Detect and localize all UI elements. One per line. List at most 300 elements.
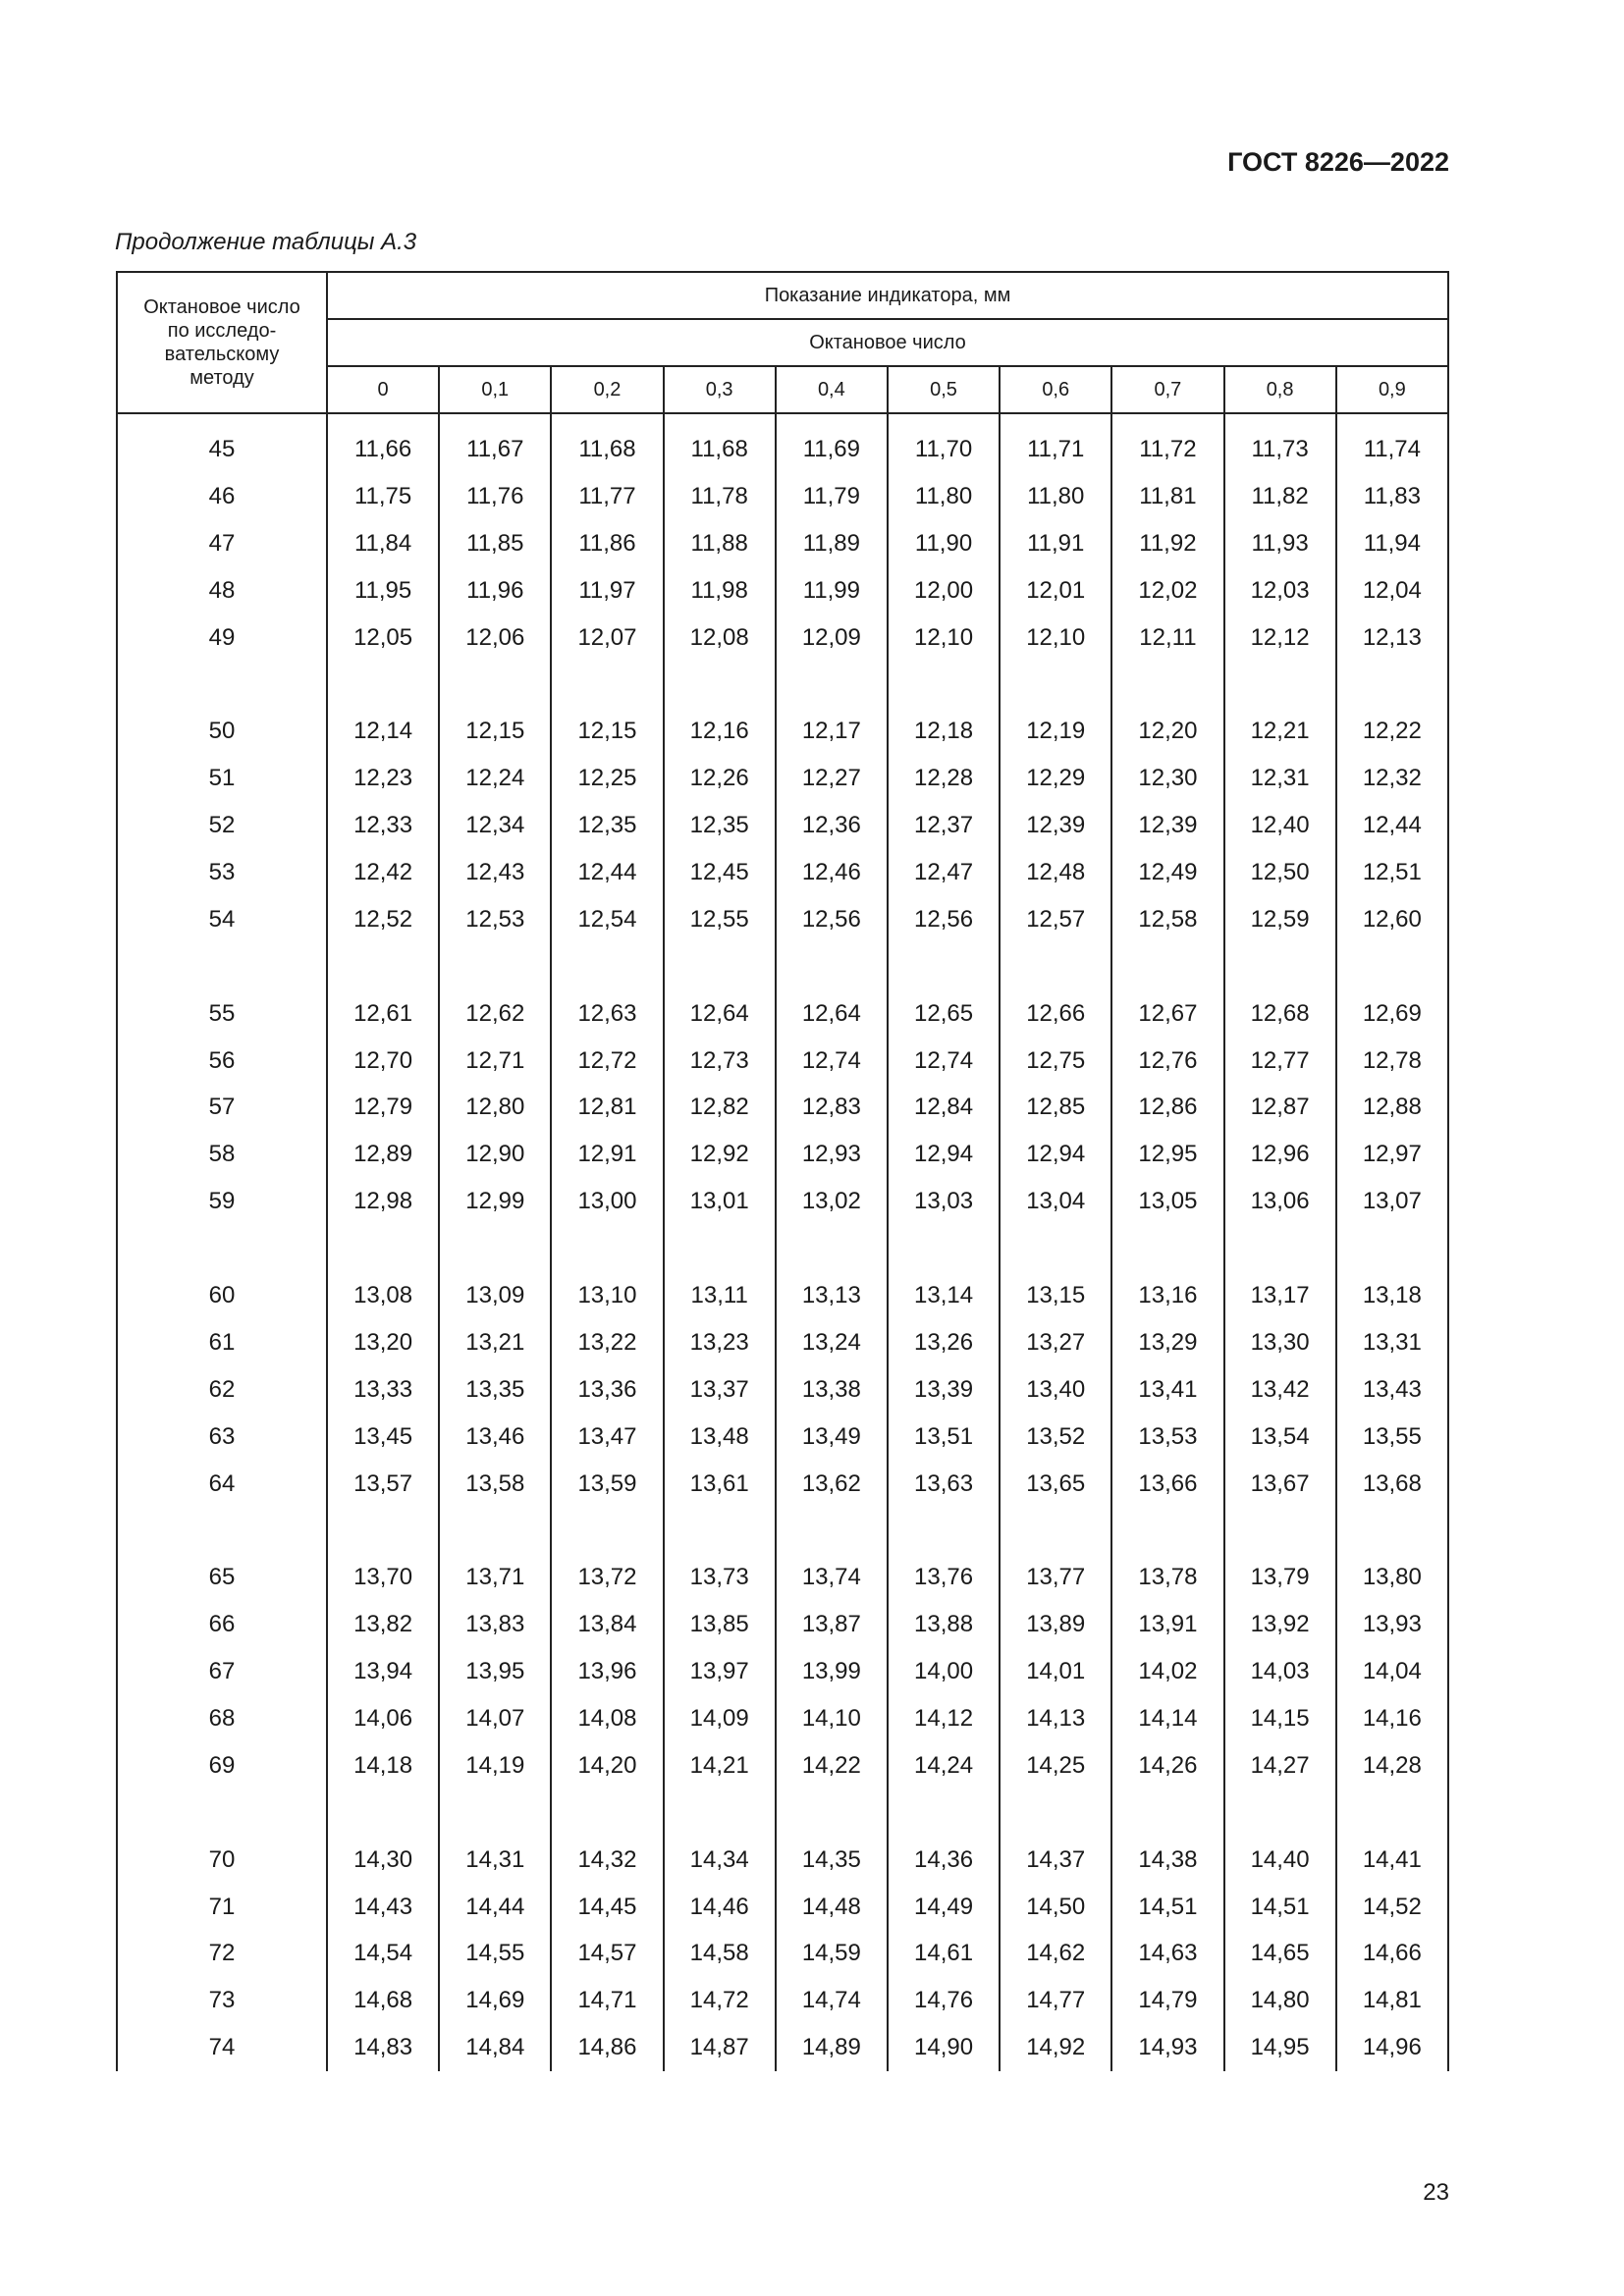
table-cell: 12,06 <box>439 614 551 662</box>
table-cell: 13,42 <box>1224 1366 1336 1414</box>
table-cell: 13,26 <box>888 1319 1000 1366</box>
table-cell: 12,07 <box>551 614 663 662</box>
table-cell: 13,52 <box>1000 1414 1111 1461</box>
table-cell: 14,74 <box>776 1977 888 2024</box>
table-cell: 13,80 <box>1336 1554 1448 1601</box>
table-cell: 14,61 <box>888 1931 1000 1978</box>
column-header: 0,3 <box>664 366 776 413</box>
table-cell: 14,37 <box>1000 1837 1111 1884</box>
spacer-cell <box>664 943 776 990</box>
table-row <box>117 896 1448 943</box>
table-cell: 11,91 <box>1000 520 1111 567</box>
table-cell: 14,02 <box>1111 1648 1223 1695</box>
table-cell: 14,72 <box>664 1977 776 2024</box>
table-cell: 13,04 <box>1000 1178 1111 1225</box>
table-cell: 14,21 <box>664 1742 776 1789</box>
table-cell: 12,75 <box>1000 1038 1111 1085</box>
table-cell: 14,63 <box>1111 1931 1223 1978</box>
table-cell: 13,31 <box>1336 1319 1448 1366</box>
table-cell: 12,87 <box>1224 1084 1336 1131</box>
table-cell: 14,51 <box>1224 1884 1336 1931</box>
table-cell: 13,65 <box>1000 1461 1111 1508</box>
table-cell: 13,01 <box>664 1178 776 1225</box>
row-header-line: по исследо- <box>167 320 277 342</box>
row-header-line: Октановое число <box>143 296 300 318</box>
table-cell: 14,57 <box>551 1931 663 1978</box>
table-cell: 12,84 <box>888 1084 1000 1131</box>
table-cell: 13,22 <box>551 1319 663 1366</box>
spacer-cell <box>551 1225 663 1272</box>
table-cell: 12,45 <box>664 849 776 896</box>
spacer-cell <box>327 1507 439 1554</box>
table-cell: 11,99 <box>776 567 888 614</box>
table-caption: Продолжение таблицы А.3 <box>115 229 417 255</box>
row-label: 64 <box>117 1461 327 1508</box>
table-row <box>117 708 1448 755</box>
table-cell: 12,61 <box>327 990 439 1038</box>
table-cell: 12,54 <box>551 896 663 943</box>
table-cell: 12,32 <box>1336 755 1448 802</box>
column-header: 0,2 <box>551 366 663 413</box>
table-cell: 13,38 <box>776 1366 888 1414</box>
table-cell: 13,53 <box>1111 1414 1223 1461</box>
table-cell: 14,30 <box>327 1837 439 1884</box>
table-cell: 14,80 <box>1224 1977 1336 2024</box>
table-cell: 13,78 <box>1111 1554 1223 1601</box>
table-cell: 12,89 <box>327 1131 439 1178</box>
table-cell: 14,55 <box>439 1931 551 1978</box>
table-cell: 12,25 <box>551 755 663 802</box>
table-cell: 12,04 <box>1336 567 1448 614</box>
table-cell: 13,06 <box>1224 1178 1336 1225</box>
table-cell: 13,63 <box>888 1461 1000 1508</box>
spacer-cell <box>1224 1789 1336 1837</box>
table-cell: 13,85 <box>664 1601 776 1648</box>
row-label: 69 <box>117 1742 327 1789</box>
table-cell: 14,48 <box>776 1884 888 1931</box>
table-cell: 12,35 <box>551 802 663 849</box>
table-row <box>117 802 1448 849</box>
table-row <box>117 990 1448 1038</box>
table-row <box>117 614 1448 662</box>
table-cell: 12,78 <box>1336 1038 1448 1085</box>
table-cell: 14,95 <box>1224 2024 1336 2071</box>
table-row <box>117 1554 1448 1601</box>
table-cell: 11,75 <box>327 473 439 520</box>
table-cell: 13,14 <box>888 1272 1000 1319</box>
table-cell: 11,93 <box>1224 520 1336 567</box>
table-cell: 12,15 <box>551 708 663 755</box>
table-cell: 13,05 <box>1111 1178 1223 1225</box>
table-cell: 14,68 <box>327 1977 439 2024</box>
table-cell: 12,76 <box>1111 1038 1223 1085</box>
row-label: 52 <box>117 802 327 849</box>
row-label: 58 <box>117 1131 327 1178</box>
indicator-table <box>116 271 1449 2071</box>
spacer-cell <box>1224 943 1336 990</box>
spacer-cell <box>117 1225 327 1272</box>
table-cell: 13,88 <box>888 1601 1000 1648</box>
table-cell: 11,76 <box>439 473 551 520</box>
table-cell: 13,79 <box>1224 1554 1336 1601</box>
table-cell: 11,81 <box>1111 473 1223 520</box>
table-cell: 12,57 <box>1000 896 1111 943</box>
table-cell: 12,50 <box>1224 849 1336 896</box>
table-cell: 14,03 <box>1224 1648 1336 1695</box>
table-cell: 12,73 <box>664 1038 776 1085</box>
spacer-cell <box>1111 943 1223 990</box>
page-number: 23 <box>1423 2179 1449 2206</box>
table-cell: 14,16 <box>1336 1695 1448 1742</box>
table-cell: 12,72 <box>551 1038 663 1085</box>
table-row <box>117 1461 1448 1508</box>
table-cell: 13,77 <box>1000 1554 1111 1601</box>
table-cell: 13,72 <box>551 1554 663 1601</box>
table-row <box>117 1414 1448 1461</box>
spacer-cell <box>327 1225 439 1272</box>
spacer-cell <box>1224 661 1336 708</box>
table-cell: 12,62 <box>439 990 551 1038</box>
table-cell: 13,11 <box>664 1272 776 1319</box>
table-cell: 14,13 <box>1000 1695 1111 1742</box>
table-cell: 12,55 <box>664 896 776 943</box>
table-cell: 14,90 <box>888 2024 1000 2071</box>
spacer-cell <box>1000 1507 1111 1554</box>
table-cell: 14,49 <box>888 1884 1000 1931</box>
table-cell: 12,17 <box>776 708 888 755</box>
table-cell: 12,39 <box>1111 802 1223 849</box>
spacer-cell <box>1111 661 1223 708</box>
spacer-cell <box>1111 1225 1223 1272</box>
table-cell: 11,82 <box>1224 473 1336 520</box>
table-cell: 13,27 <box>1000 1319 1111 1366</box>
table-cell: 12,97 <box>1336 1131 1448 1178</box>
spacer-cell <box>664 661 776 708</box>
table-cell: 13,17 <box>1224 1272 1336 1319</box>
row-label: 50 <box>117 708 327 755</box>
table-cell: 11,68 <box>551 413 663 473</box>
table-cell: 13,39 <box>888 1366 1000 1414</box>
row-label: 66 <box>117 1601 327 1648</box>
table-cell: 14,62 <box>1000 1931 1111 1978</box>
row-label: 45 <box>117 413 327 473</box>
row-label: 62 <box>117 1366 327 1414</box>
table-cell: 14,93 <box>1111 2024 1223 2071</box>
row-label: 49 <box>117 614 327 662</box>
row-label: 48 <box>117 567 327 614</box>
table-cell: 12,56 <box>776 896 888 943</box>
table-cell: 13,92 <box>1224 1601 1336 1648</box>
table-cell: 13,55 <box>1336 1414 1448 1461</box>
table-cell: 12,12 <box>1224 614 1336 662</box>
table-cell: 13,03 <box>888 1178 1000 1225</box>
table-cell: 12,08 <box>664 614 776 662</box>
table-cell: 12,98 <box>327 1178 439 1225</box>
table-row <box>117 1038 1448 1085</box>
spacer-cell <box>1000 1225 1111 1272</box>
spacer-cell <box>888 1507 1000 1554</box>
table-cell: 13,83 <box>439 1601 551 1648</box>
table-cell: 12,10 <box>1000 614 1111 662</box>
table-cell: 13,20 <box>327 1319 439 1366</box>
table-cell: 12,63 <box>551 990 663 1038</box>
spacer-cell <box>888 1225 1000 1272</box>
table-cell: 14,43 <box>327 1884 439 1931</box>
spacer-cell <box>1336 661 1448 708</box>
table-cell: 13,43 <box>1336 1366 1448 1414</box>
table-cell: 14,46 <box>664 1884 776 1931</box>
table-cell: 11,77 <box>551 473 663 520</box>
table-cell: 11,73 <box>1224 413 1336 473</box>
table-cell: 11,80 <box>1000 473 1111 520</box>
row-label: 63 <box>117 1414 327 1461</box>
table-cell: 12,52 <box>327 896 439 943</box>
table-cell: 12,30 <box>1111 755 1223 802</box>
table-row <box>117 567 1448 614</box>
spacer-cell <box>117 1789 327 1837</box>
table-cell: 11,72 <box>1111 413 1223 473</box>
row-label: 68 <box>117 1695 327 1742</box>
table-cell: 13,30 <box>1224 1319 1336 1366</box>
table-cell: 14,87 <box>664 2024 776 2071</box>
spacer-cell <box>551 943 663 990</box>
table-cell: 13,97 <box>664 1648 776 1695</box>
table-cell: 11,67 <box>439 413 551 473</box>
spacer-row <box>117 1225 1448 1272</box>
row-label: 70 <box>117 1837 327 1884</box>
table-cell: 12,23 <box>327 755 439 802</box>
table-cell: 14,58 <box>664 1931 776 1978</box>
row-header-cell <box>117 272 327 413</box>
spacer-row <box>117 1789 1448 1837</box>
table-cell: 12,44 <box>551 849 663 896</box>
table-cell: 12,33 <box>327 802 439 849</box>
table-cell: 13,40 <box>1000 1366 1111 1414</box>
spacer-cell <box>1224 1225 1336 1272</box>
table-row <box>117 1601 1448 1648</box>
table-cell: 11,69 <box>776 413 888 473</box>
table-cell: 11,95 <box>327 567 439 614</box>
table-cell: 14,27 <box>1224 1742 1336 1789</box>
table-cell: 12,27 <box>776 755 888 802</box>
row-label: 71 <box>117 1884 327 1931</box>
table-cell: 13,08 <box>327 1272 439 1319</box>
table-cell: 14,28 <box>1336 1742 1448 1789</box>
table-row <box>117 413 1448 473</box>
row-label: 59 <box>117 1178 327 1225</box>
table-cell: 12,71 <box>439 1038 551 1085</box>
spacer-cell <box>1336 1225 1448 1272</box>
table-cell: 12,79 <box>327 1084 439 1131</box>
table-cell: 14,10 <box>776 1695 888 1742</box>
table-row <box>117 473 1448 520</box>
table-cell: 13,51 <box>888 1414 1000 1461</box>
table-cell: 13,94 <box>327 1648 439 1695</box>
table-cell: 12,49 <box>1111 849 1223 896</box>
table-cell: 13,68 <box>1336 1461 1448 1508</box>
table-row <box>117 1131 1448 1178</box>
table-cell: 12,05 <box>327 614 439 662</box>
spacer-row <box>117 661 1448 708</box>
table-cell: 12,94 <box>1000 1131 1111 1178</box>
table-cell: 14,36 <box>888 1837 1000 1884</box>
spacer-cell <box>117 1507 327 1554</box>
spacer-cell <box>776 1789 888 1837</box>
table-cell: 11,83 <box>1336 473 1448 520</box>
table-cell: 13,93 <box>1336 1601 1448 1648</box>
spacer-cell <box>1000 1789 1111 1837</box>
table-cell: 14,79 <box>1111 1977 1223 2024</box>
column-header: 0,5 <box>888 366 1000 413</box>
spacer-cell <box>776 1225 888 1272</box>
table-cell: 12,02 <box>1111 567 1223 614</box>
table-cell: 12,74 <box>776 1038 888 1085</box>
table-cell: 12,47 <box>888 849 1000 896</box>
spacer-cell <box>1224 1507 1336 1554</box>
row-label: 72 <box>117 1931 327 1978</box>
row-label: 74 <box>117 2024 327 2071</box>
table-cell: 13,00 <box>551 1178 663 1225</box>
table-cell: 14,26 <box>1111 1742 1223 1789</box>
row-label: 55 <box>117 990 327 1038</box>
row-label: 51 <box>117 755 327 802</box>
spacer-cell <box>1000 661 1111 708</box>
table-cell: 12,34 <box>439 802 551 849</box>
row-header-line: вательскому <box>164 344 280 365</box>
table-cell: 13,47 <box>551 1414 663 1461</box>
table-cell: 14,50 <box>1000 1884 1111 1931</box>
spacer-cell <box>664 1789 776 1837</box>
table-cell: 13,37 <box>664 1366 776 1414</box>
table-cell: 12,13 <box>1336 614 1448 662</box>
table-cell: 12,19 <box>1000 708 1111 755</box>
spacer-cell <box>888 1789 1000 1837</box>
table-cell: 13,36 <box>551 1366 663 1414</box>
document-code: ГОСТ 8226—2022 <box>1227 147 1449 177</box>
table-row <box>117 1742 1448 1789</box>
table-row <box>117 520 1448 567</box>
table-cell: 13,33 <box>327 1366 439 1414</box>
table-row <box>117 1884 1448 1931</box>
spacer-cell <box>664 1507 776 1554</box>
spacer-cell <box>664 1225 776 1272</box>
table-cell: 13,58 <box>439 1461 551 1508</box>
row-label: 56 <box>117 1038 327 1085</box>
table-cell: 14,44 <box>439 1884 551 1931</box>
spacer-cell <box>551 661 663 708</box>
table-cell: 12,26 <box>664 755 776 802</box>
table-cell: 13,46 <box>439 1414 551 1461</box>
table-cell: 14,59 <box>776 1931 888 1978</box>
table-cell: 14,69 <box>439 1977 551 2024</box>
table-cell: 12,28 <box>888 755 1000 802</box>
spacer-cell <box>327 943 439 990</box>
spacer-cell <box>439 661 551 708</box>
table-cell: 14,12 <box>888 1695 1000 1742</box>
spacer-cell <box>888 661 1000 708</box>
table-cell: 11,70 <box>888 413 1000 473</box>
table-cell: 12,59 <box>1224 896 1336 943</box>
table-cell: 14,45 <box>551 1884 663 1931</box>
table-cell: 14,08 <box>551 1695 663 1742</box>
spacer-cell <box>327 1789 439 1837</box>
table-cell: 14,66 <box>1336 1931 1448 1978</box>
row-label: 67 <box>117 1648 327 1695</box>
table-cell: 11,96 <box>439 567 551 614</box>
table-cell: 12,43 <box>439 849 551 896</box>
table-cell: 14,34 <box>664 1837 776 1884</box>
table-cell: 11,97 <box>551 567 663 614</box>
spacer-cell <box>1336 943 1448 990</box>
column-header: 0,9 <box>1336 366 1448 413</box>
table-cell: 13,21 <box>439 1319 551 1366</box>
table-cell: 14,15 <box>1224 1695 1336 1742</box>
table-row <box>117 1178 1448 1225</box>
table-cell: 13,23 <box>664 1319 776 1366</box>
table-cell: 13,24 <box>776 1319 888 1366</box>
sub-header: Октановое число <box>327 319 1448 366</box>
table-cell: 14,22 <box>776 1742 888 1789</box>
table-row <box>117 755 1448 802</box>
column-header: 0 <box>327 366 439 413</box>
table-row <box>117 2024 1448 2071</box>
table-cell: 12,31 <box>1224 755 1336 802</box>
table-cell: 11,98 <box>664 567 776 614</box>
table-cell: 13,70 <box>327 1554 439 1601</box>
table-cell: 13,87 <box>776 1601 888 1648</box>
spacer-cell <box>439 943 551 990</box>
table-cell: 14,51 <box>1111 1884 1223 1931</box>
table-cell: 14,06 <box>327 1695 439 1742</box>
table-cell: 12,88 <box>1336 1084 1448 1131</box>
table-cell: 12,92 <box>664 1131 776 1178</box>
table-cell: 11,94 <box>1336 520 1448 567</box>
table-cell: 12,64 <box>776 990 888 1038</box>
table-cell: 11,88 <box>664 520 776 567</box>
table-cell: 13,82 <box>327 1601 439 1648</box>
table-cell: 14,01 <box>1000 1648 1111 1695</box>
table-cell: 12,81 <box>551 1084 663 1131</box>
table-cell: 14,54 <box>327 1931 439 1978</box>
table-cell: 14,65 <box>1224 1931 1336 1978</box>
table-cell: 12,69 <box>1336 990 1448 1038</box>
table-cell: 14,07 <box>439 1695 551 1742</box>
table-cell: 11,89 <box>776 520 888 567</box>
table-cell: 12,15 <box>439 708 551 755</box>
table-cell: 12,48 <box>1000 849 1111 896</box>
table-cell: 13,67 <box>1224 1461 1336 1508</box>
table-cell: 14,89 <box>776 2024 888 2071</box>
table-cell: 13,96 <box>551 1648 663 1695</box>
table-cell: 13,71 <box>439 1554 551 1601</box>
table-cell: 11,66 <box>327 413 439 473</box>
table-cell: 12,99 <box>439 1178 551 1225</box>
spacer-cell <box>439 1225 551 1272</box>
spacer-cell <box>776 1507 888 1554</box>
column-header: 0,7 <box>1111 366 1223 413</box>
table-cell: 12,01 <box>1000 567 1111 614</box>
table-row <box>117 1977 1448 2024</box>
table-cell: 13,66 <box>1111 1461 1223 1508</box>
table-cell: 12,00 <box>888 567 1000 614</box>
table-row <box>117 1648 1448 1695</box>
table-cell: 13,35 <box>439 1366 551 1414</box>
table-cell: 12,64 <box>664 990 776 1038</box>
table-cell: 11,85 <box>439 520 551 567</box>
table-cell: 14,38 <box>1111 1837 1223 1884</box>
table-cell: 11,78 <box>664 473 776 520</box>
table-cell: 12,03 <box>1224 567 1336 614</box>
